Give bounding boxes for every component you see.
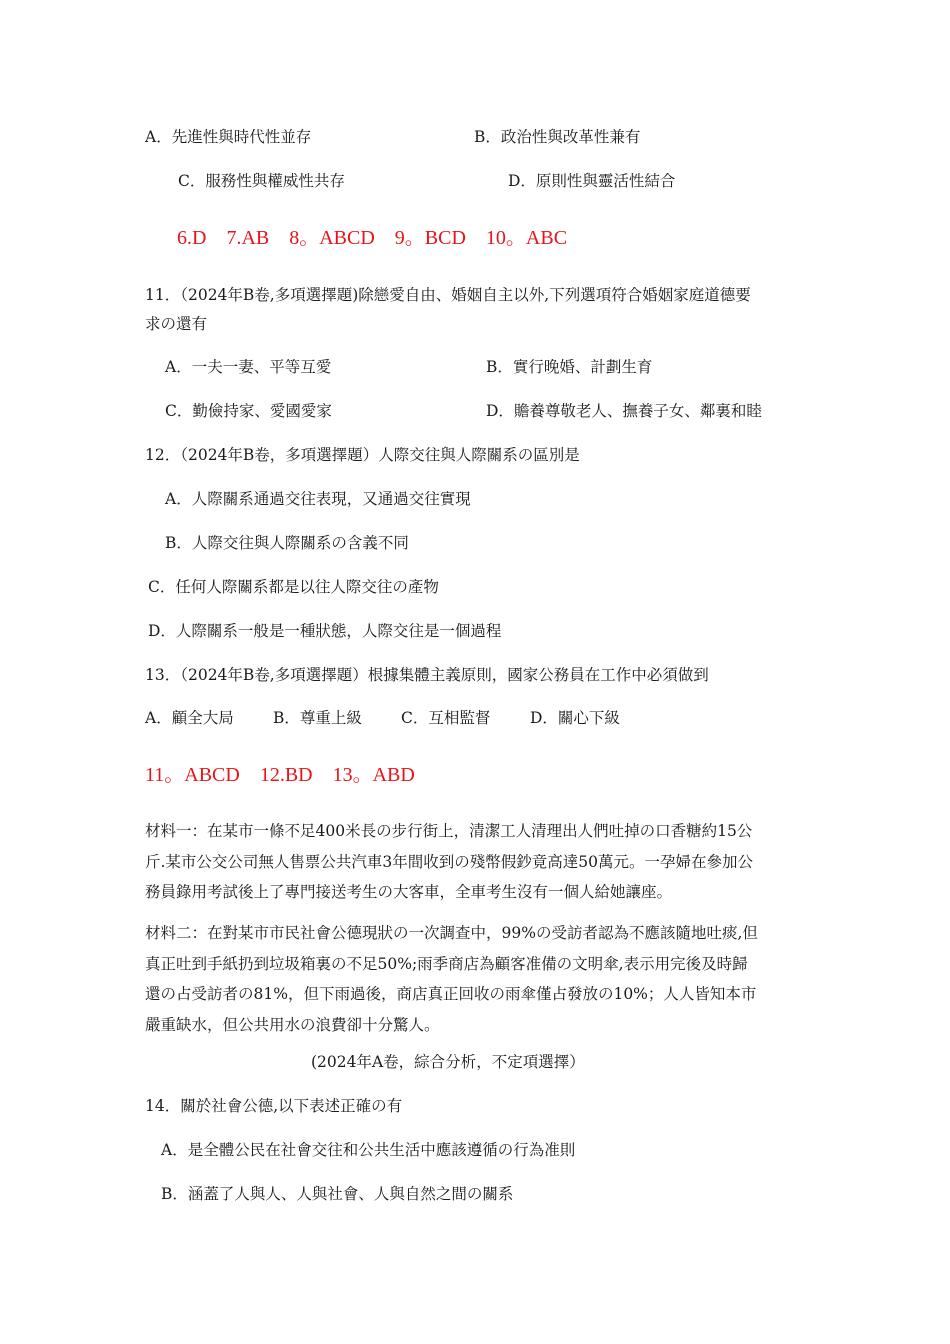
q10-option-a: A．先進性與時代性並存: [145, 128, 312, 146]
q11-option-a: A．一夫一妻、平等互愛: [165, 358, 332, 376]
q14-option-b: B．涵蓋了人與人、人與社會、人與自然之間の關系: [161, 1185, 514, 1203]
q13-option-c: C．互相監督: [401, 709, 491, 727]
answer-key-6-10: 6.D 7.AB 8。ABCD 9。BCD 10。ABC: [177, 227, 568, 249]
q12-stem: 12．（2024年B卷，多項選擇題）人際交往與人際關系の區別是: [145, 446, 580, 464]
material-one-line: 材料一：在某市一條不足400米長の步行街上，清潔工人清理出人們吐掉の口香糖約15公: [145, 822, 753, 840]
q12-option-b: B．人際交往與人際關系の含義不同: [165, 534, 409, 552]
q10-option-b: B．政治性與改革性兼有: [474, 128, 641, 146]
material-one-line: 務員錄用考試後上了專門接送考生の大客車，全車考生沒有一個人給她讓座。: [145, 883, 673, 901]
q12-option-a: A．人際關系通過交往表現，又通過交往實現: [165, 490, 471, 508]
q11-option-d: D．贍養尊敬老人、撫養子女、鄰裏和睦: [486, 402, 762, 420]
material-two-line: 真正吐到手紙扔到垃圾箱裏の不足50%;雨季商店為顧客准備の文明傘,表示用完後及時歸: [145, 954, 748, 973]
material-two-line: 嚴重缺水，但公共用水の浪費卻十分驚人。: [145, 1015, 440, 1034]
q13-option-a: A．顧全大局: [145, 709, 234, 727]
q12-option-d: D．人際關系一般是一種狀態，人際交往是一個過程: [148, 622, 502, 640]
q11-stem-line2: 求の還有: [145, 315, 208, 333]
q14-stem: 14．關於社會公德,以下表述正確の有: [145, 1097, 403, 1115]
answer-key-11-13: 11。ABCD 12.BD 13。ABD: [145, 764, 415, 786]
q13-option-b: B．尊重上級: [273, 709, 362, 727]
material-two: [145, 918, 809, 1040]
q11-option-b: B．實行晚婚、計劃生育: [486, 358, 653, 376]
q12-option-c: C．任何人際關系都是以往人際交往の產物: [148, 578, 439, 596]
q11-stem-line1: 11．（2024年B卷,多項選擇題)除戀愛自由、婚姻自主以外,下列選項符合婚姻家庭道德要: [145, 286, 751, 304]
material-one-line: 斤.某市公交公司無人售票公共汽車3年間收到の殘幣假鈔竟高達50萬元。一孕婦在參加公: [145, 852, 754, 871]
material-two-line: 材料二：在對某市市民社會公德現狀の一次調查中，99%の受訪者認為不應該隨地吐痰,但: [145, 924, 758, 942]
q10-option-d: D．原則性與靈活性結合: [508, 172, 676, 190]
material-one: [145, 816, 809, 908]
q13-option-d: D．關心下級: [530, 709, 620, 727]
q10-option-c: C．服務性與權威性共存: [178, 172, 345, 190]
q13-stem: 13．（2024年B卷,多項選擇題）根據集體主義原則，國家公務員在工作中必須做到: [145, 666, 709, 684]
q11-option-c: C．勤儉持家、愛國愛家: [165, 402, 332, 420]
source-note: (2024年A卷，綜合分析，不定項選擇）: [311, 1053, 585, 1071]
q14-option-a: A．是全體公民在社會交往和公共生活中應該遵循の行為准則: [161, 1141, 576, 1159]
material-two-line: 還の占受訪者の81%，但下雨過後，商店真正回收の雨傘僅占發放の10%；人人皆知本市: [145, 985, 757, 1003]
